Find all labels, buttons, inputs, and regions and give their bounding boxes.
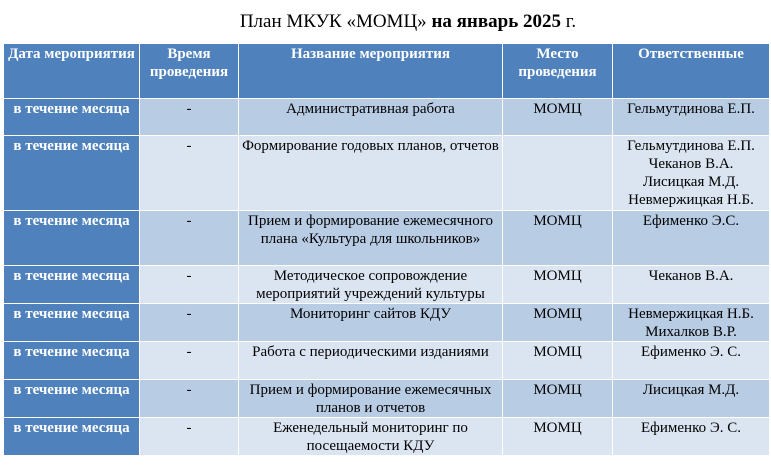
table-row — [4, 266, 770, 304]
cell-event-name: Работа с периодическими изданиями — [239, 342, 503, 380]
cell-date: в течение месяца — [4, 304, 140, 342]
cell-event-name: Прием и формирование ежемесячного плана «Культура для школьников» — [239, 211, 503, 266]
responsible-person: Ефименко Э. С. — [640, 420, 742, 436]
cell-responsible — [613, 136, 770, 211]
cell-place: МОМЦ — [503, 304, 613, 342]
cell-time: - — [140, 342, 239, 380]
table-row — [4, 304, 770, 342]
cell-responsible — [613, 211, 770, 266]
cell-event-name: Административная работа — [239, 99, 503, 136]
table-row — [4, 418, 770, 456]
cell-event-name: Методическое сопровождение мероприятий учреждений культуры — [239, 266, 503, 304]
cell-date: в течение месяца — [4, 418, 140, 456]
responsible-person: Ефименко Э. С. — [640, 344, 742, 360]
responsible-person: Невмержицкая Н.Б. — [628, 192, 754, 208]
cell-responsible — [613, 266, 770, 304]
header-responsible: Ответственные — [613, 44, 770, 99]
cell-time: - — [140, 136, 239, 211]
responsible-person: Михалков В.Р. — [645, 324, 737, 340]
cell-place: МОМЦ — [503, 380, 613, 418]
cell-time: - — [140, 418, 239, 456]
cell-responsible — [613, 99, 770, 136]
cell-date: в течение месяца — [4, 380, 140, 418]
title-prefix: План МКУК «МОМЦ» — [239, 11, 432, 32]
cell-place: МОМЦ — [503, 342, 613, 380]
cell-place — [503, 136, 613, 211]
responsible-person: Чеканов В.А. — [648, 268, 734, 284]
cell-date: в течение месяца — [4, 266, 140, 304]
cell-responsible — [613, 342, 770, 380]
responsible-person: Лисицкая М.Д. — [642, 174, 740, 190]
header-date: Дата мероприятия — [4, 44, 140, 99]
cell-time: - — [140, 99, 239, 136]
responsible-person: Невмержицкая Н.Б. — [628, 306, 754, 322]
table-row — [4, 380, 770, 418]
cell-event-name: Прием и формирование ежемесячных планов и отчетов — [239, 380, 503, 418]
cell-event-name: Мониторинг сайтов КДУ — [239, 304, 503, 342]
title-period: на январь 2025 — [431, 11, 561, 32]
responsible-person: Чеканов В.А. — [648, 156, 734, 172]
cell-time: - — [140, 211, 239, 266]
cell-time: - — [140, 380, 239, 418]
cell-place: МОМЦ — [503, 266, 613, 304]
responsible-person: Лисицкая М.Д. — [642, 382, 740, 398]
header-name: Название мероприятия — [239, 44, 503, 99]
title-suffix: г. — [561, 11, 577, 32]
responsible-person: Ефименко Э.С. — [642, 213, 740, 229]
cell-time: - — [140, 266, 239, 304]
events-table — [3, 43, 770, 456]
cell-responsible — [613, 418, 770, 456]
header-place: Место проведения — [503, 44, 613, 99]
cell-date: в течение месяца — [4, 136, 140, 211]
cell-date: в течение месяца — [4, 99, 140, 136]
table-row — [4, 342, 770, 380]
cell-event-name: Формирование годовых планов, отчетов — [239, 136, 503, 211]
responsible-person: Гельмутдинова Е.П. — [627, 138, 755, 154]
table-row — [4, 136, 770, 211]
cell-responsible — [613, 380, 770, 418]
table-header-row — [4, 44, 770, 99]
cell-place: МОМЦ — [503, 99, 613, 136]
table-row — [4, 99, 770, 136]
cell-date: в течение месяца — [4, 342, 140, 380]
page-title — [0, 11, 771, 33]
cell-place: МОМЦ — [503, 418, 613, 456]
cell-place: МОМЦ — [503, 211, 613, 266]
cell-event-name: Еженедельный мониторинг по посещаемости КДУ — [239, 418, 503, 456]
cell-responsible — [613, 304, 770, 342]
responsible-person: Гельмутдинова Е.П. — [627, 101, 755, 117]
header-time: Время проведения — [140, 44, 239, 99]
cell-time: - — [140, 304, 239, 342]
table-row — [4, 211, 770, 266]
cell-date: в течение месяца — [4, 211, 140, 266]
